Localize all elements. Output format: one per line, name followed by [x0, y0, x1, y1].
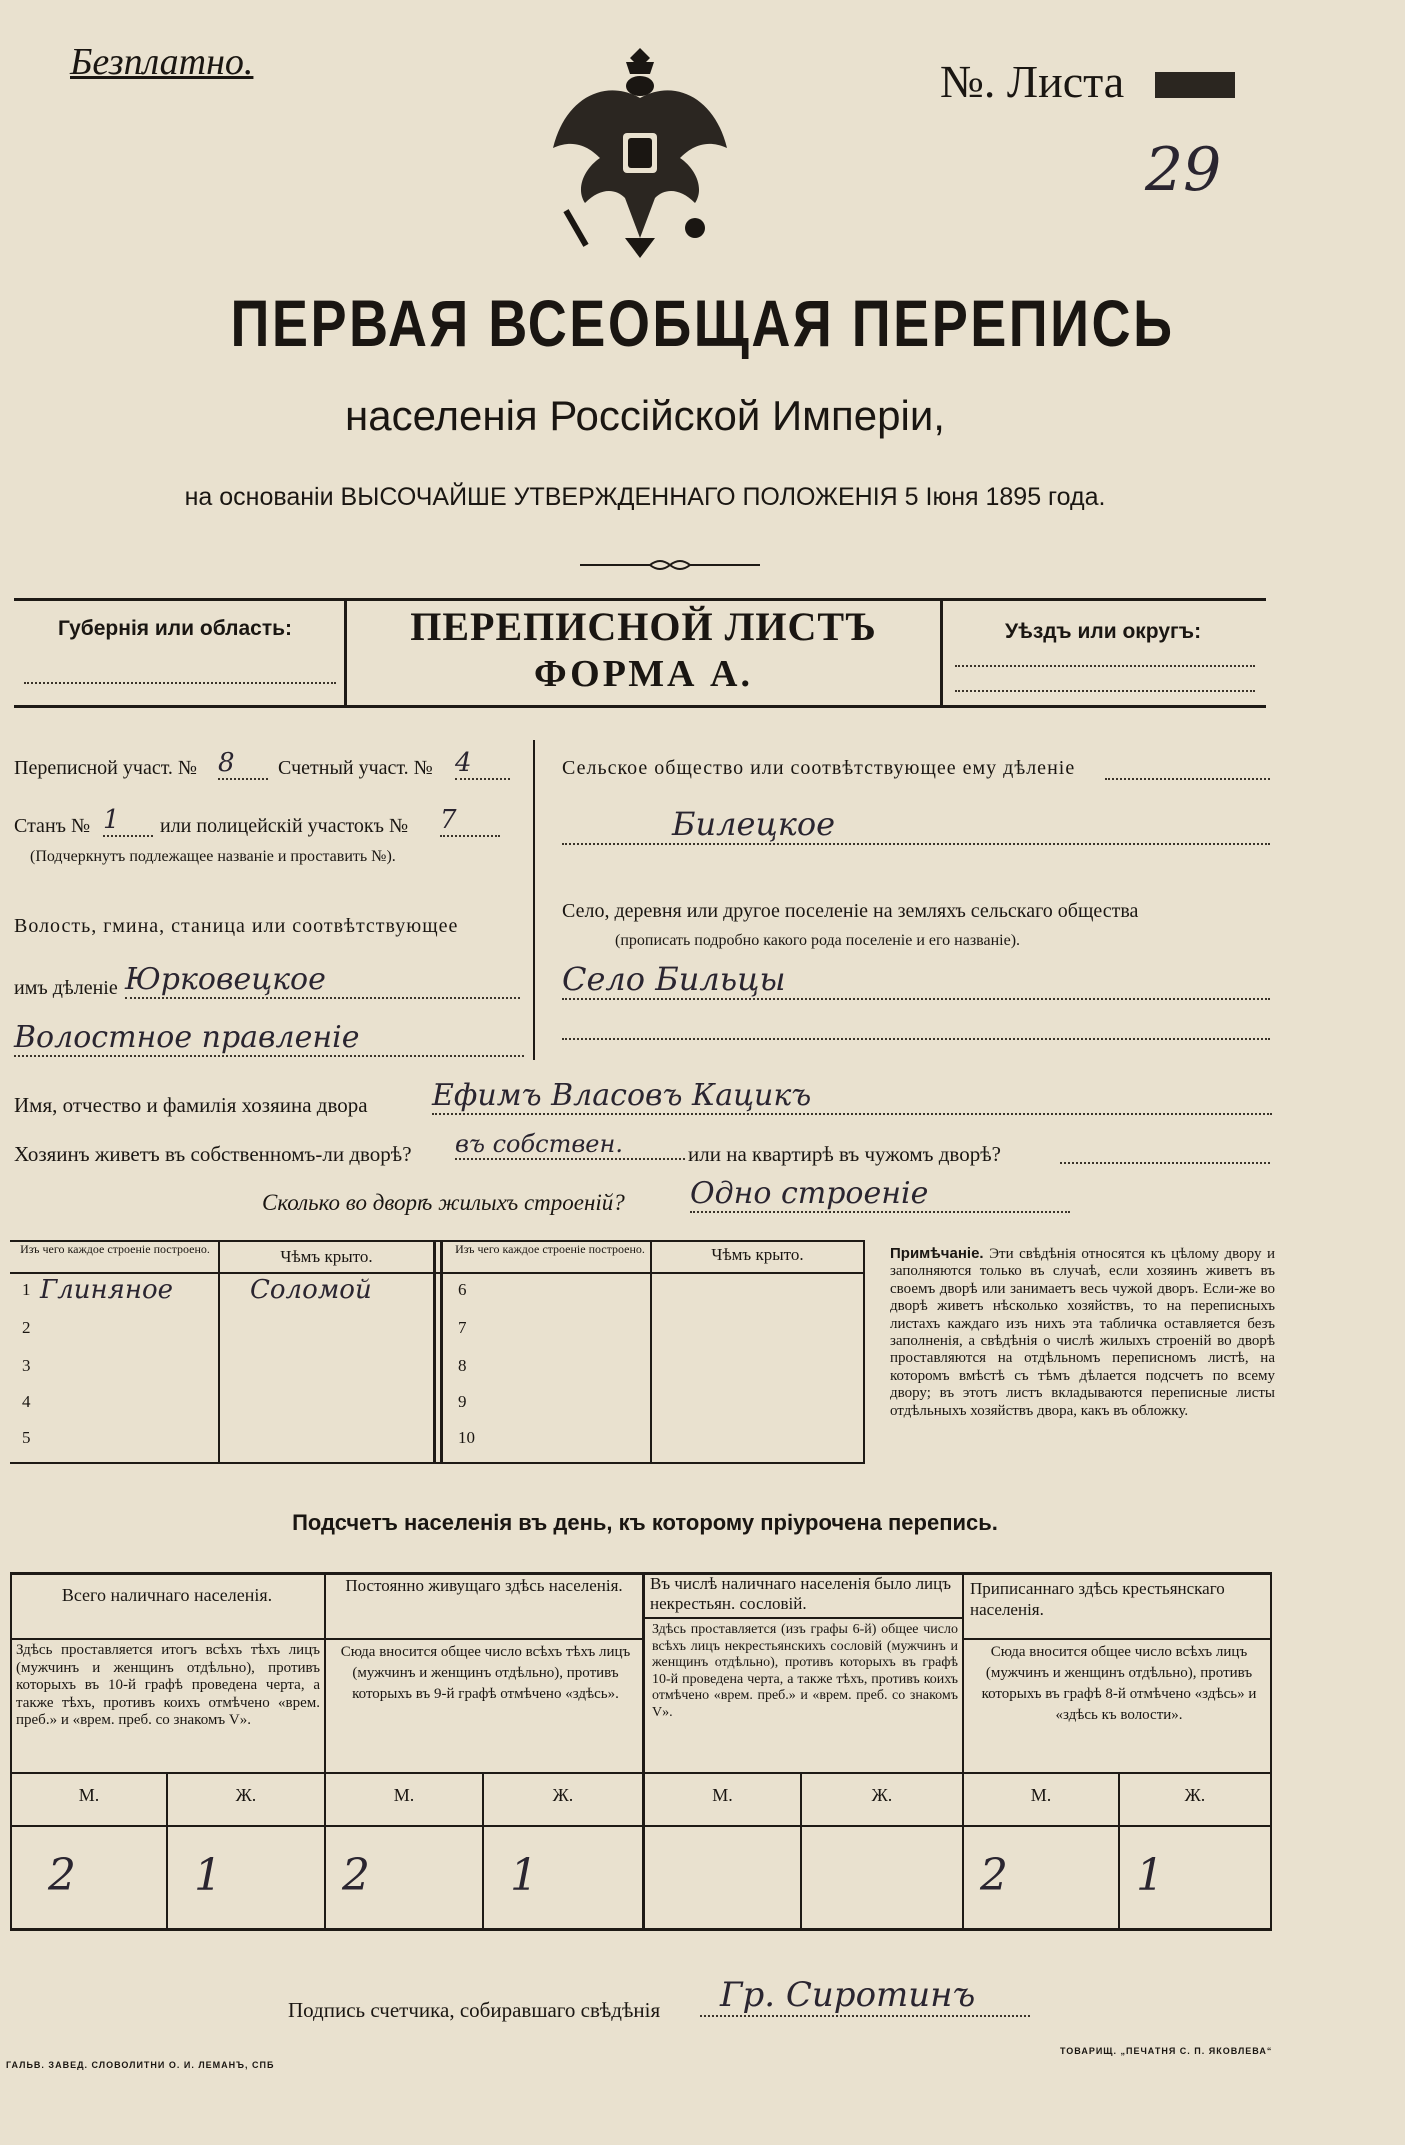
buildings-col-roof-left: Чѣмъ крыто. — [280, 1247, 373, 1266]
free-label: Безплатно. — [70, 41, 254, 83]
society-field-end — [1105, 778, 1270, 780]
population-heading: Подсчетъ населенія въ день, къ которому пріурочена перепись. — [292, 1510, 998, 1535]
printer-left: ГАЛЬВ. ЗАВЕД. СЛОВОЛИТНИ О. И. ЛЕМАНЪ, СПБ — [6, 2060, 275, 2070]
underline-note: (Подчеркнутъ подлежащее названіе и проставить №). — [30, 848, 396, 865]
group-permanent-m-label: М. — [393, 1785, 415, 1805]
group-permanent-title: Постоянно живущаго здѣсь населенія. — [345, 1576, 623, 1595]
row-number: 9 — [458, 1392, 467, 1411]
count-section-label: Счетный участ. № — [278, 757, 433, 779]
note-title: Примѣчаніе. — [890, 1245, 984, 1262]
society-label: Сельское общество или соотвѣтствующее ему дѣленіе — [562, 757, 1076, 779]
owner-lives-field2[interactable] — [1060, 1162, 1270, 1164]
gubernia-label: Губернія или область: — [58, 617, 293, 640]
group-permanent-f-value[interactable]: 1 — [510, 1850, 538, 1901]
row-number: 3 — [22, 1356, 31, 1375]
ornament-divider — [580, 555, 760, 575]
volost-label: Волость, гмина, станица или соотвѣтствующее — [14, 915, 459, 937]
row-material[interactable]: Глиняное — [40, 1275, 174, 1305]
village-value[interactable]: Село Бильцы — [562, 960, 1270, 1000]
police-value[interactable]: 7 — [440, 805, 500, 837]
group-registered-f-value[interactable]: 1 — [1136, 1850, 1164, 1901]
buildings-col-material-left: Изъ чего каждое строеніе построено. — [20, 1242, 210, 1256]
printer-right: ТОВАРИЩ. „ПЕЧАТНЯ С. П. ЯКОВЛЕВА“ — [1060, 2046, 1273, 2056]
signature-value[interactable]: Гр. Сиротинъ — [700, 1975, 1030, 2017]
group-total-f-value[interactable]: 1 — [194, 1850, 222, 1901]
volost-value-line1[interactable]: Юрковецкое — [125, 962, 520, 999]
group-nonpeasant-desc: Здѣсь проставляется (изъ графы 6-й) общее число всѣхъ лицъ некрестьянскихъ сословій (мужчинъ и женщинъ отдѣльно), противъ которыхъ въ графѣ 10-й проведена черта, а также тѣхъ, противъ коихъ отмѣчено «врем. преб.» и «врем. преб. со знакомъ V». — [652, 1622, 958, 1720]
group-total-desc: Здѣсь проставляется итогъ всѣхъ тѣхъ лицъ (мужчинъ и женщинъ отдѣльно), противъ которыхъ въ 10-й графѣ проведена черта, а также тѣхъ, противъ коихъ отмѣчено «врем. преб.» и «врем. преб. со знакомъ V». — [16, 1642, 320, 1728]
stan-value[interactable]: 1 — [103, 805, 153, 837]
group-registered-m-value[interactable]: 2 — [980, 1850, 1008, 1901]
sheet-number-label: №. Листа — [940, 56, 1125, 107]
owner-lives-value[interactable]: въ собствен. — [455, 1130, 685, 1160]
group-permanent-desc: Сюда вносится общее число всѣхъ тѣхъ лицъ (мужчинъ и женщинъ отдѣльно), противъ которыхъ въ 9-й графѣ отмѣчено «здѣсь». — [340, 1644, 631, 1702]
village-field-line2[interactable] — [562, 1038, 1270, 1040]
uezd-label: Уѣздъ или округъ: — [1005, 620, 1202, 643]
buildings-count-value[interactable]: Одно строеніе — [690, 1176, 1070, 1213]
group-total-m-value[interactable]: 2 — [48, 1850, 76, 1901]
society-value[interactable]: Билецкое — [562, 805, 1270, 845]
owner-name-value[interactable]: Ефимъ Власовъ Кацикъ — [432, 1078, 1272, 1115]
owner-lives-label: Хозяинъ живетъ въ собственномъ-ли дворѣ? — [14, 1142, 412, 1166]
imperial-eagle-emblem — [545, 38, 735, 263]
uezd-field-line1[interactable] — [955, 665, 1255, 667]
page-title: ПЕРВАЯ ВСЕОБЩАЯ ПЕРЕПИСЬ — [230, 286, 1175, 360]
count-section-value[interactable]: 4 — [455, 748, 510, 780]
group-registered-f-label: Ж. — [1184, 1785, 1206, 1805]
group-total-m-label: М. — [78, 1785, 100, 1805]
group-registered-title: Приписаннаго здѣсь крестьянскаго населенія. — [970, 1579, 1225, 1619]
group-registered-desc: Сюда вносится общее число всѣхъ лицъ (мужчинъ и женщинъ отдѣльно), противъ которыхъ въ графѣ 8-й отмѣчено «здѣсь» и «здѣсь къ волости». — [981, 1644, 1257, 1723]
group-nonpeasant-title: Въ числѣ наличнаго населенія было лицъ некрестьян. сословій. — [650, 1574, 952, 1613]
buildings-col-roof-right: Чѣмъ крыто. — [711, 1245, 804, 1264]
row-roof[interactable]: Соломой — [250, 1275, 372, 1305]
note-text: Эти свѣдѣнія относятся къ цѣлому двору и заполняются только въ случаѣ, если хозяинъ живетъ въ своемъ дворѣ или занимаетъ весь чужой дворъ. Если-же во дворѣ живетъ нѣсколько хозяйствъ, то на переписныхъ листахъ каждаго изъ нихъ эта табличка оставляется безъ заполненія, а свѣдѣнія о числѣ жилыхъ строеній во дворѣ проставляются на отдѣльномъ переписномъ листѣ, на которомъ вмѣстѣ съ тѣмъ дѣлается подсчетъ по всему двору; въ этотъ листъ вкладываются переписные листы отдѣльныхъ хозяйствъ двора, какъ въ обложку. — [890, 1246, 1275, 1419]
census-section-value[interactable]: 8 — [218, 748, 268, 780]
group-nonpeasant-m-label: М. — [712, 1785, 733, 1805]
volost-value-line2[interactable]: Волостное правленіе — [14, 1020, 524, 1057]
row-number: 2 — [22, 1318, 31, 1337]
row-number: 5 — [22, 1428, 31, 1447]
group-total-title: Всего наличнаго населенія. — [61, 1585, 273, 1605]
group-permanent-f-label: Ж. — [552, 1785, 574, 1805]
row-number: 10 — [458, 1428, 475, 1447]
group-permanent-m-value[interactable]: 2 — [342, 1850, 370, 1901]
uezd-field-line2[interactable] — [955, 690, 1255, 692]
police-label: или полицейскій участокъ № — [160, 815, 409, 837]
buildings-note — [890, 1245, 1275, 1420]
signature-label: Подпись счетчика, собиравшаго свѣдѣнія — [288, 1998, 661, 2022]
row-number: 1 — [22, 1280, 31, 1299]
volost-label2: имъ дѣленіе — [14, 977, 118, 999]
buildings-count-label: Сколько во дворѣ жилыхъ строеній? — [262, 1190, 625, 1215]
group-nonpeasant-f-label: Ж. — [871, 1785, 893, 1805]
sheet-number-stamp — [1155, 72, 1235, 98]
row-number: 6 — [458, 1280, 467, 1299]
page-subtitle: населенія Россійской Имперіи, — [345, 392, 945, 439]
row-number: 4 — [22, 1392, 31, 1411]
row-number: 7 — [458, 1318, 467, 1337]
sheet-number-value: 29 — [1145, 135, 1222, 205]
group-total-f-label: Ж. — [235, 1785, 257, 1805]
village-note: (прописать подробно какого рода поселеніе и его названіе). — [615, 932, 1021, 949]
form-name: ФОРМА А. — [534, 653, 753, 695]
stan-label: Станъ № — [14, 815, 91, 837]
basis-line: на основаніи ВЫСОЧАЙШЕ УТВЕРЖДЕННАГО ПОЛОЖЕНІЯ 5 Іюня 1895 года. — [184, 483, 1106, 511]
owner-lives-label2: или на квартирѣ въ чужомъ дворѣ? — [688, 1142, 1001, 1166]
owner-name-label: Имя, отчество и фамилія хозяина двора — [14, 1093, 368, 1117]
census-section-label: Переписной участ. № — [14, 757, 198, 779]
gubernia-field[interactable] — [24, 682, 336, 684]
buildings-col-material-right: Изъ чего каждое строеніе построено. — [455, 1242, 645, 1256]
form-title: ПЕРЕПИСНОЙ ЛИСТЪ — [410, 604, 877, 649]
group-registered-m-label: М. — [1030, 1785, 1052, 1805]
village-label: Село, деревня или другое поселеніе на земляхъ сельскаго общества — [562, 900, 1139, 922]
row-number: 8 — [458, 1356, 467, 1375]
